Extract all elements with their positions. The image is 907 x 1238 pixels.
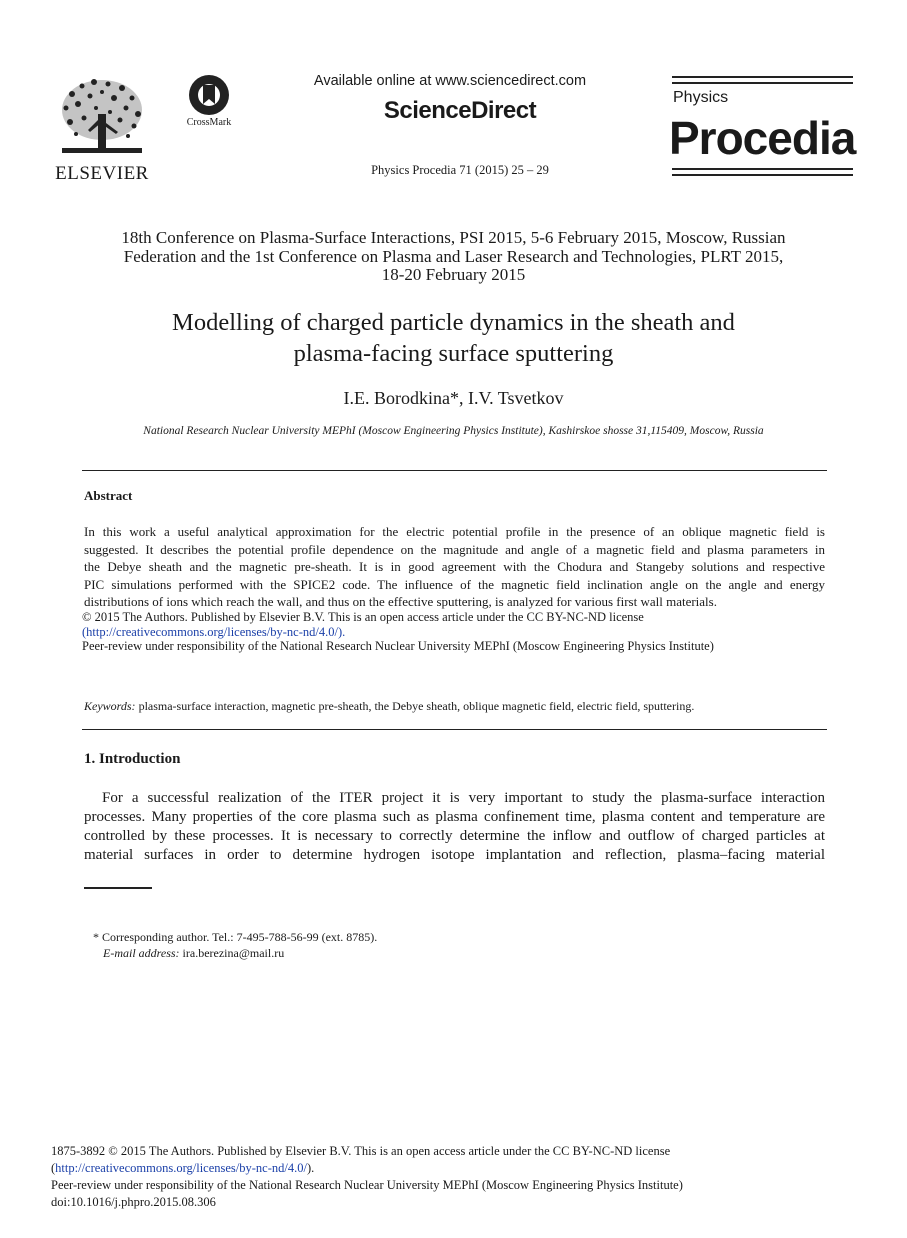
copyright-text: © 2015 The Authors. Published by Elsevier B.V. This is an open access article under the CC BY-NC-ND license <box>82 610 644 624</box>
elsevier-wordmark: ELSEVIER <box>55 163 149 184</box>
intro-line: processes. Many properties of the core plasma such as plasma confinement time, plasma content and temperature are <box>84 809 825 825</box>
corresponding-author: * Corresponding author. Tel.: 7-495-788-56-99 (ext. 8785). <box>93 930 378 944</box>
keywords-label: Keywords: <box>84 699 136 713</box>
abstract-heading: Abstract <box>84 488 133 503</box>
abstract-body <box>84 523 825 611</box>
title-line: Modelling of charged particle dynamics in the sheath and <box>172 309 735 336</box>
procedia-rule-bottom-1 <box>672 168 853 170</box>
footnote <box>93 929 377 961</box>
email-address[interactable]: ira.berezina@mail.ru <box>179 946 285 960</box>
authors: I.E. Borodkina*, I.V. Tsvetkov <box>343 388 564 408</box>
journal-name-large: Procedia <box>669 112 856 164</box>
email-line <box>93 945 377 961</box>
footnote-rule <box>84 887 152 889</box>
email-label: E-mail address: <box>103 946 180 960</box>
abstract-line: distributions of ions which reach the wall, and thus on the effective sputtering, is analyzed for various first wall materials. <box>84 594 717 609</box>
footer-link-line: (http://creativecommons.org/licenses/by-nc-nd/4.0/). <box>51 1161 315 1175</box>
conference-line: 18th Conference on Plasma-Surface Interactions, PSI 2015, 5-6 February 2015, Moscow, Russian <box>121 228 786 247</box>
divider-bottom <box>82 729 827 730</box>
sciencedirect-logo: ScienceDirect <box>383 97 537 124</box>
introduction-body <box>84 789 825 865</box>
crossmark-logo[interactable] <box>180 74 238 134</box>
conference-line: 18-20 February 2015 <box>381 265 526 284</box>
keywords-text: plasma-surface interaction, magnetic pre-sheath, the Debye sheath, oblique magnetic field, electric field, sputtering. <box>135 699 695 713</box>
conference-line: Federation and the 1st Conference on Plasma and Laser Research and Technologies, PLRT 2015, <box>123 246 784 266</box>
copyright-block <box>82 610 827 654</box>
crossmark-icon <box>188 74 230 116</box>
abstract-line: In this work a useful analytical approximation for the electric potential profile in the presence of an oblique magnetic field is <box>84 524 825 539</box>
license-link[interactable]: (http://creativecommons.org/licenses/by-nc-nd/4.0/). <box>82 624 346 639</box>
title-line: plasma-facing surface sputtering <box>293 340 614 367</box>
procedia-rule-top-1 <box>672 76 853 78</box>
divider-top <box>82 470 827 471</box>
abstract-line: the Debye sheath and the magnetic pre-sheath. It is in good agreement with the Chodura and Stangeby solutions and respective <box>84 559 825 574</box>
procedia-rule-bottom-2 <box>672 174 853 176</box>
footer-peer-review: Peer-review under responsibility of the National Research Nuclear University MEPhI (Moscow Engineering Physics Institute) <box>51 1178 683 1192</box>
crossmark-label: CrossMark <box>186 117 232 128</box>
available-online[interactable]: Available online at www.sciencedirect.com <box>313 73 587 89</box>
affiliation: National Research Nuclear University MEPhI (Moscow Engineering Physics Institute), Kashirskoe shosse 31,115409, Moscow, Russia <box>143 425 764 437</box>
intro-line: controlled by these processes. It is necessary to correctly determine the inflow and outflow of charged particles at <box>84 828 825 844</box>
procedia-rule-top-2 <box>672 82 853 84</box>
conference-info <box>40 229 867 285</box>
intro-line: material surfaces in order to determine hydrogen isotope implantation and reflection, plasma–facing material <box>84 847 825 863</box>
footer-doi[interactable]: doi:10.1016/j.phpro.2015.08.306 <box>51 1195 216 1209</box>
section-heading: 1. Introduction <box>84 751 181 767</box>
intro-line: For a successful realization of the ITER project it is very important to study the plasma-surface interaction <box>102 790 825 806</box>
peer-review-text: Peer-review under responsibility of the National Research Nuclear University MEPhI (Moscow Engineering Physics Institute) <box>82 639 714 653</box>
footer-issn: 1875-3892 © 2015 The Authors. Published by Elsevier B.V. This is an open access article under the CC BY-NC-ND license <box>51 1144 671 1158</box>
journal-citation: Physics Procedia 71 (2015) 25 – 29 <box>371 163 549 177</box>
page-footer <box>51 1143 683 1211</box>
footer-license-link[interactable]: http://creativecommons.org/licenses/by-nc-nd/4.0/ <box>55 1161 307 1175</box>
elsevier-tree-icon <box>52 74 152 156</box>
elsevier-logo <box>52 74 152 184</box>
abstract-line: PIC simulations performed with the SPICE2 code. The influence of the magnetic field inclination angle on the angle and energy <box>84 576 825 592</box>
paper-title <box>40 307 867 369</box>
journal-name-small: Physics <box>673 89 729 106</box>
abstract-line: suggested. It describes the potential profile dependence on the magnitude and angle of a magnetic field and plasma parameters in <box>84 541 825 557</box>
keywords <box>84 699 829 714</box>
